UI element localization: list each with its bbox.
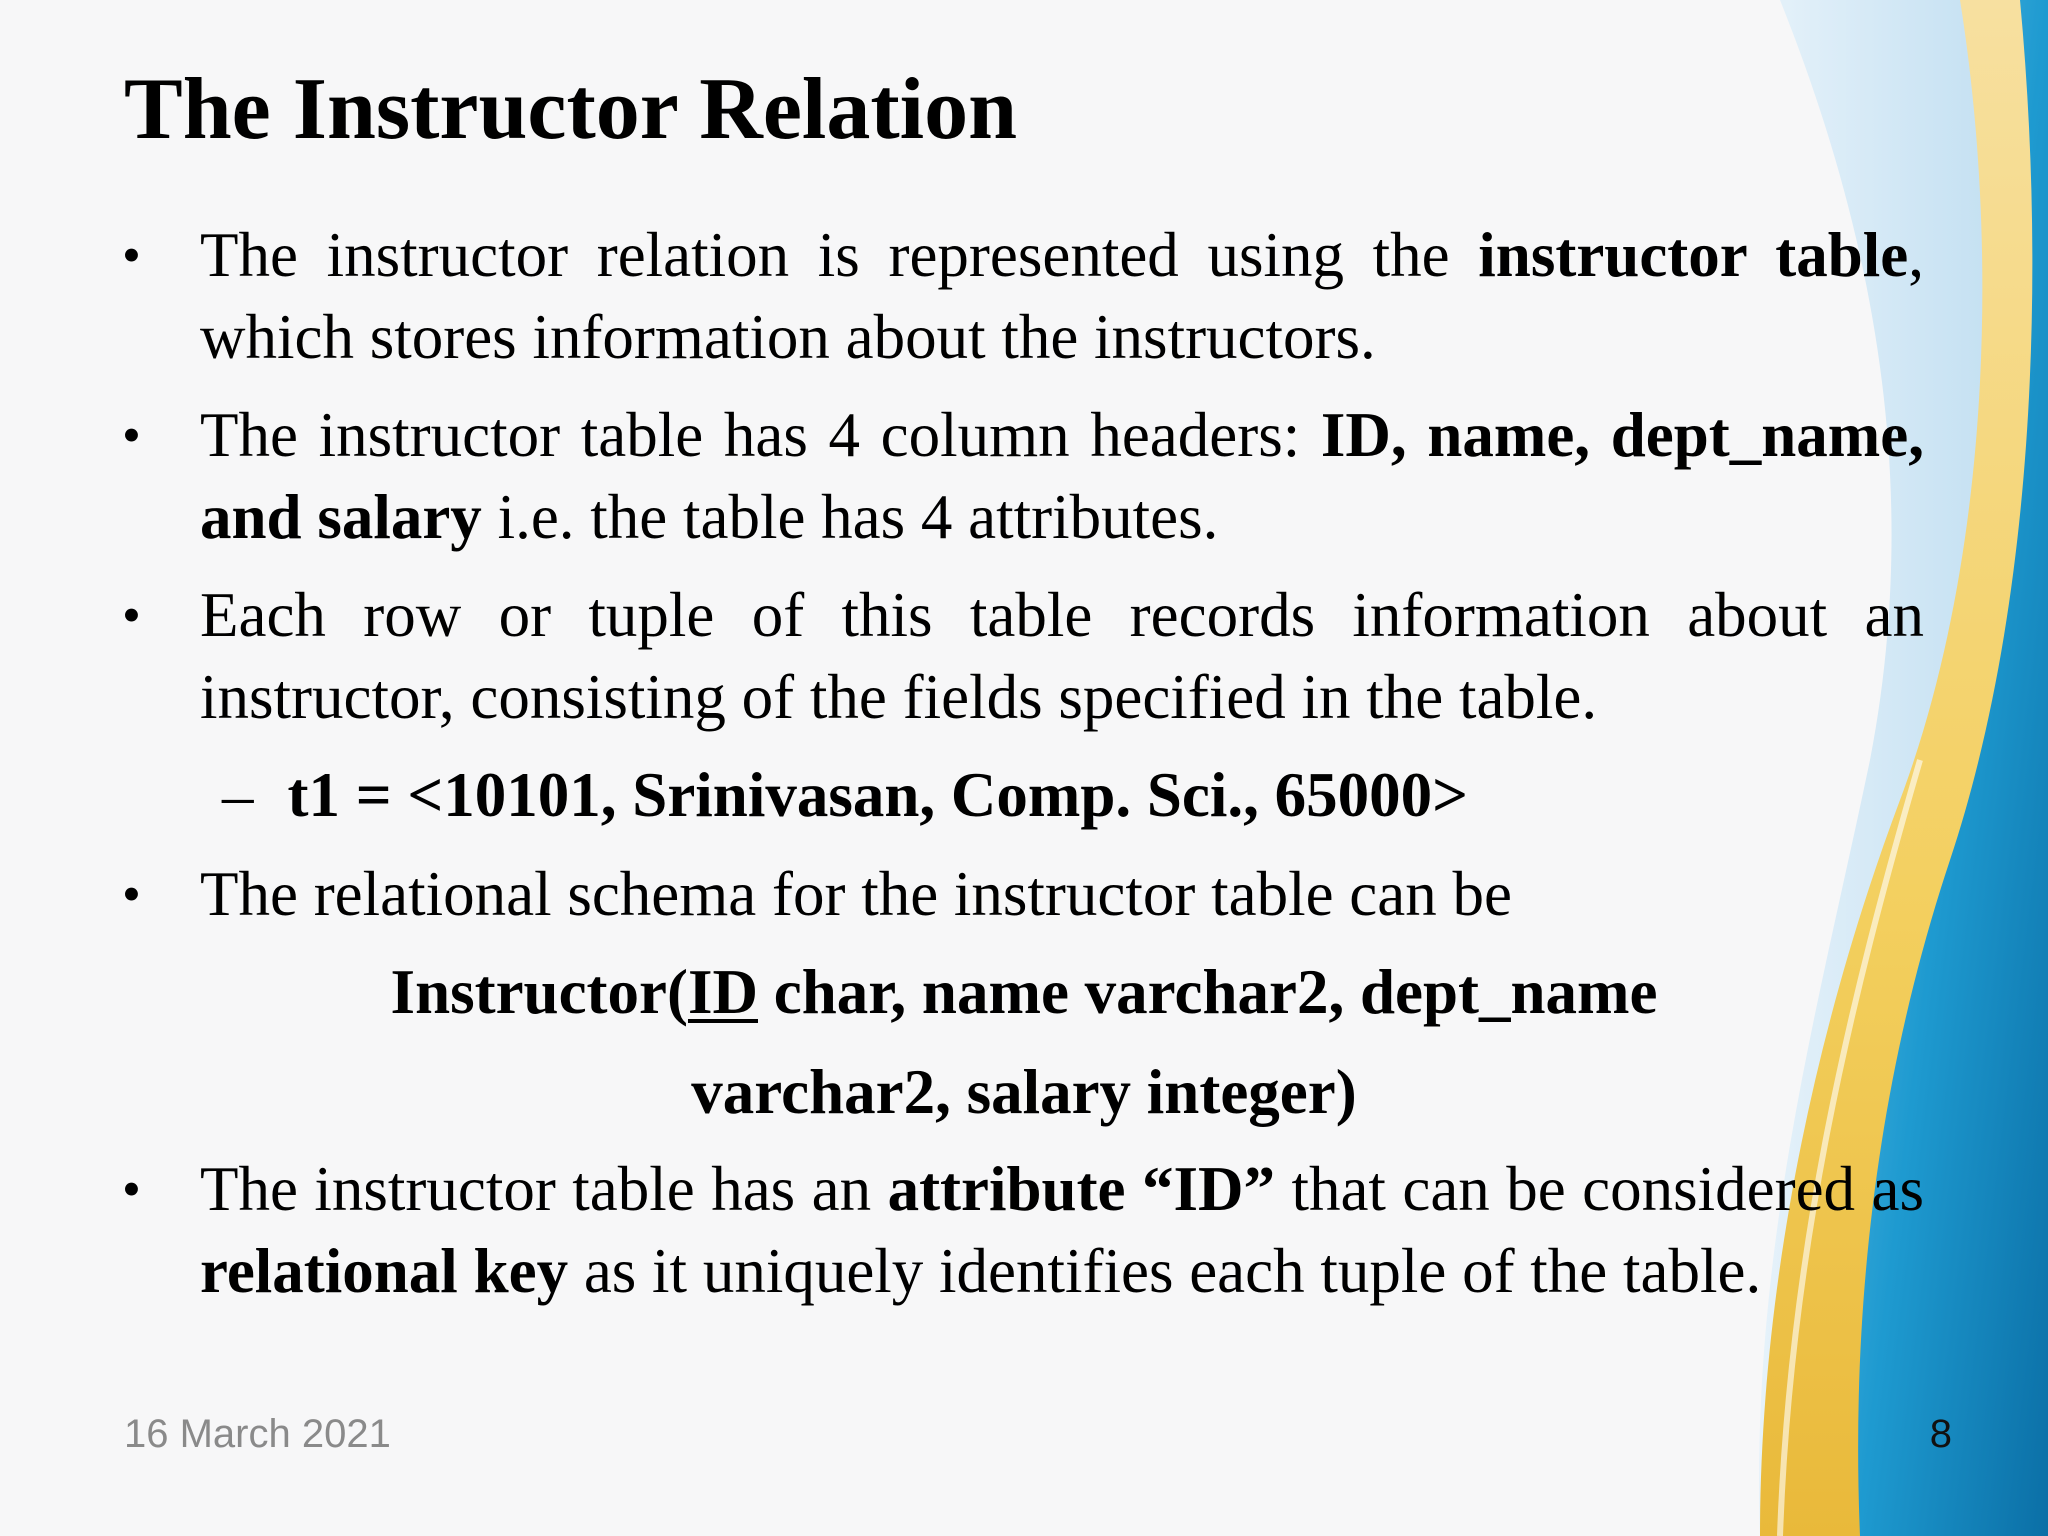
sub-bullet-tuple: – t1 = <10101, Srinivasan, Comp. Sci., 65000> (222, 760, 1469, 830)
bullet-dot: • (122, 1159, 141, 1219)
footer-date: 16 March 2021 (124, 1412, 391, 1456)
bullet-dot: • (122, 864, 141, 924)
schema-line-1: Instructor(ID char, name varchar2, dept_name (390, 957, 1658, 1027)
bullet-4: • The relational schema for the instructor table can be (200, 853, 1924, 935)
bullet-3: • Each row or tuple of this table records information about an instructor, consisting of the fields specified in the table. (200, 574, 1924, 738)
bullet-dot: • (122, 585, 141, 645)
bullet-dot: • (122, 405, 141, 465)
slide-title: The Instructor Relation (124, 61, 1018, 158)
primary-key: ID (687, 957, 758, 1027)
bullet-1: • The instructor relation is represented using the instructor table, which stores information about the instructors. (200, 214, 1924, 378)
bullet-dot: • (122, 225, 141, 285)
sub-bullet-dash: – (222, 760, 254, 830)
bullet-5: • The instructor table has an attribute “ID” that can be considered as relational key as it uniquely identifies each tuple of the table. (200, 1148, 1924, 1312)
page-number: 8 (1929, 1412, 1952, 1456)
bullet-2: • The instructor table has 4 column headers: ID, name, dept_name, and salary i.e. the table has 4 attributes. (200, 394, 1924, 558)
schema-line-2: varchar2, salary integer) (691, 1057, 1357, 1127)
